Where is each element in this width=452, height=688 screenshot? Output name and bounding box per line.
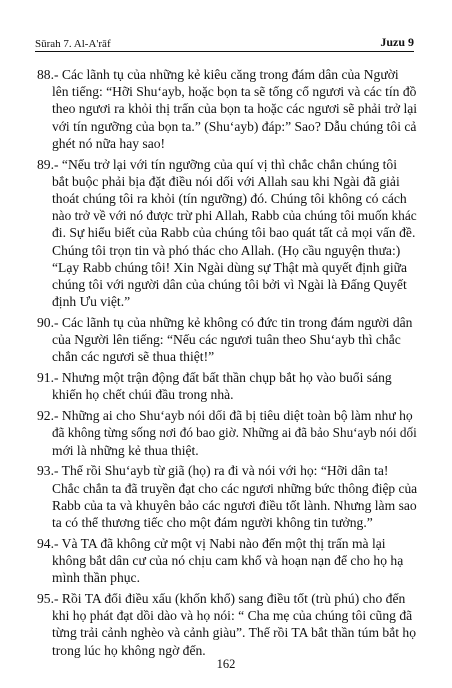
text-line: định Ưu việt.”: [52, 294, 131, 310]
text-line: 91.- Nhưng một trận động đất bất thần chụp bắt họ vào buổi sáng: [37, 370, 392, 386]
text-line: theo ngươi ra khỏi thị trấn của bọn ta hoặc các ngươi sẽ phải trở lại: [52, 101, 418, 117]
text-line: khi họ phát đạt dồi dào và họ nói: “ Cha mẹ của chúng tôi cũng đã: [52, 608, 413, 624]
verse-93: [37, 462, 417, 531]
text-line: không bắt dân cư của nó chịu cam khổ và hoạn nạn để cho họ hạ: [52, 553, 404, 569]
surah-title: Sūrah 7. Al-A'rāf: [35, 38, 111, 50]
text-line: với tín ngưỡng của bọn ta.” (Shu‘ayb) đáp:” Sao? Dẫu chúng tôi cả: [52, 118, 417, 134]
text-line: từng trải cảnh nghèo và cảnh giàu”. Thế rồi TA bắt thần túm bắt họ: [52, 625, 417, 641]
text-line: thoát chúng tôi ra khỏi (tín ngưỡng) đó. Chúng tôi không có cách: [52, 191, 407, 207]
text-line: nào trở về với nó được trừ phi Allah, Rabb của chúng tôi muốn khác: [52, 208, 417, 224]
text-line: lên tiếng: “Hỡi Shu‘ayb, hoặc bọn ta sẽ tống cổ ngươi và các tín đồ: [52, 84, 417, 100]
text-line: Chúng tôi trọn tin và phó thác cho Allah. (Họ cầu nguyện thưa:): [52, 242, 401, 258]
text-line: mới là những kẻ thua thiệt.: [52, 442, 199, 458]
juz-label: Juzu 9: [380, 35, 414, 49]
text-line: “Lạy Rabb chúng tôi! Xin Ngài dùng sự Thật mà quyết định giữa: [52, 259, 408, 275]
text-line: đã không từng sống nơi đó bao giờ. Những ai đã bảo Shu‘ayb nói dối: [52, 425, 417, 441]
verse-94: [37, 535, 417, 587]
running-header: [35, 34, 414, 50]
page-body: [37, 66, 417, 662]
text-line: chúng tôi với người dân của chúng tôi bởi vì Ngài là Đấng Quyết: [52, 277, 407, 293]
text-line: khiến họ chết chúi đầu trong nhà.: [52, 387, 234, 403]
text-line: 93.- Thế rồi Shu‘ayb từ giã (họ) ra đi và nói với họ: “Hỡi dân ta!: [37, 463, 389, 479]
text-line: 88.- Các lãnh tụ của những kẻ kiêu căng trong đám dân của Người: [37, 67, 399, 82]
text-line: mình thần phục.: [52, 570, 140, 586]
text-line: ta có thể thương tiếc cho một đám người không tin tưởng.”: [52, 515, 373, 531]
text-line: bắt buộc phải bịa đặt điều nói dối với Allah sau khi Ngài đã giải: [52, 173, 400, 189]
header-rule: [35, 51, 414, 52]
text-line: Rabb của ta và khuyên bảo các ngươi điều tốt lành. Nhưng làm sao: [52, 497, 417, 513]
verse-92: [37, 407, 417, 459]
text-line: trong lúc họ không ngờ đến.: [52, 642, 206, 658]
text-line: 89.- “Nếu trở lại với tín ngưỡng của quí vị thì chắc chắn chúng tôi: [37, 156, 398, 172]
verse-90: [37, 314, 417, 366]
text-line: đi. Sự hiểu biết của Rabb của chúng tôi bao quát tất cả mọi vấn đề.: [52, 225, 416, 241]
text-line: Chắc chắn ta đã truyền đạt cho các ngươi những bức thông điệp của: [52, 480, 418, 496]
text-line: 92.- Những ai cho Shu‘ayb nói dối đã bị tiêu diệt toàn bộ làm như họ: [37, 408, 413, 424]
verse-89: [37, 156, 417, 311]
verse-88: [37, 66, 417, 152]
text-line: của Người lên tiếng: “Nếu các ngươi tuân theo Shu‘ayb thì chắc: [52, 332, 401, 348]
text-line: 94.- Và TA đã không cử một vị Nabi nào đến một thị trấn mà lại: [37, 535, 386, 551]
text-line: chắn các ngươi sẽ thua thiệt!”: [52, 349, 215, 365]
text-line: 90.- Các lãnh tụ của những kẻ không có đức tin trong đám người dân: [37, 315, 413, 331]
verse-95: [37, 590, 417, 659]
verse-91: [37, 369, 417, 403]
text-line: 95.- Rồi TA đổi điều xấu (khốn khổ) sang điều tốt (trù phú) cho đến: [37, 591, 406, 607]
page-number: 162: [216, 657, 236, 671]
text-line: ghét nó nữa hay sao!: [52, 135, 166, 151]
